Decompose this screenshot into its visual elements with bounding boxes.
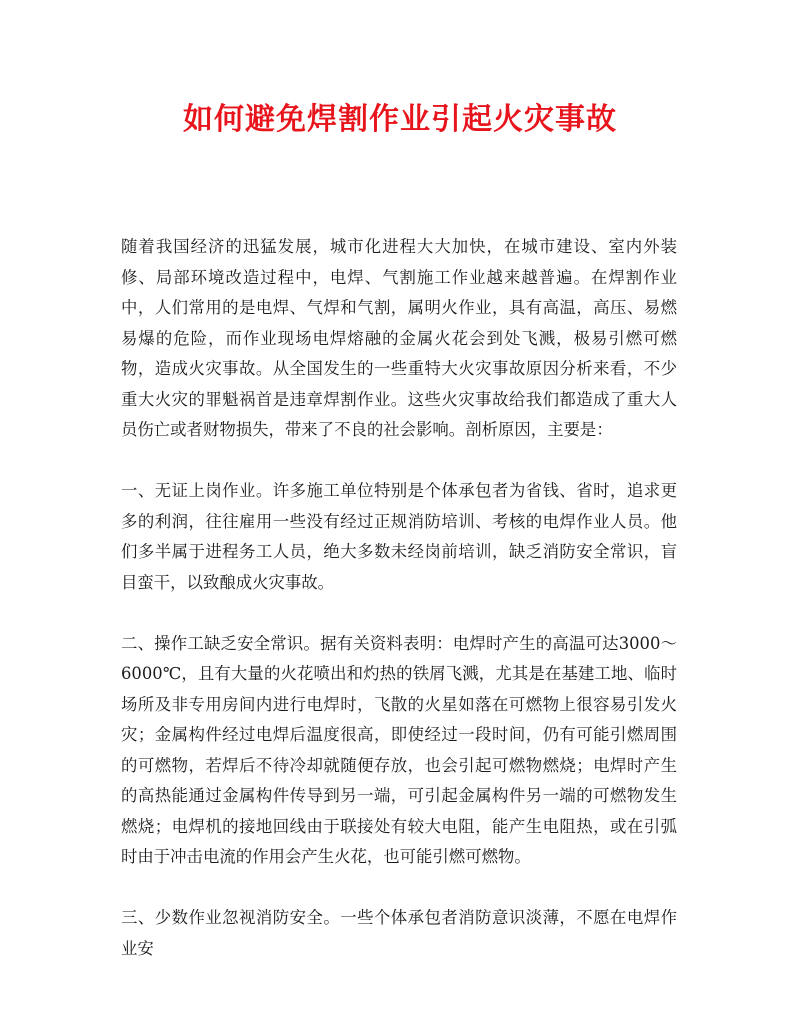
paragraph-intro: 随着我国经济的迅猛发展，城市化进程大大加快，在城市建设、室内外装修、局部环境改造过程中，电焊、气割施工作业越来越普遍。在焊割作业中，人们常用的是电焊、气焊和气割，属明火作业，具有高温，高压、易燃易爆的危险，而作业现场电焊熔融的金属火花会到处飞溅，极易引燃可燃物，造成火灾事故。从全国发生的一些重特大火灾事故原因分析来看，不少重大火灾的罪魁祸首是违章焊割作业。这些火灾事故给我们都造成了重大人员伤亡或者财物损失，带来了不良的社会影响。剖析原因，主要是： [121,237,677,439]
document-title: 如何避免焊割作业引起火灾事故 [183,102,617,137]
paragraph-point-2: 二、操作工缺乏安全常识。据有关资料表明：电焊时产生的高温可达3000～6000℃，且有大量的火花喷出和灼热的铁屑飞溅，尤其是在基建工地、临时场所及非专用房间内进行电焊时，飞散的火星如落在可燃物上很容易引发火灾；金属构件经过电焊后温度很高，即使经过一段时间，仍有可能引燃周围的可燃物，若焊后不待冷却就随便存放，也会引起可燃物燃烧；电焊时产生的高热能通过金属构件传导到另一端，可引起金属构件另一端的可燃物发生燃烧；电焊机的接地回线由于联接处有较大电阻，能产生电阻热，或在引弧时由于冲击电流的作用会产生火花，也可能引燃可燃物。 [121,633,677,866]
document-body [121,232,677,995]
paragraph-point-1: 一、无证上岗作业。许多施工单位特别是个体承包者为省钱、省时，追求更多的利润，往往雇用一些没有经过正规消防培训、考核的电焊作业人员。他们多半属于进程务工人员，绝大多数未经岗前培训，缺乏消防安全常识，盲目蛮干，以致酿成火灾事故。 [121,481,677,592]
paragraph-point-3: 三、少数作业忽视消防安全。一些个体承包者消防意识淡薄，不愿在电焊作业安 [121,908,677,958]
